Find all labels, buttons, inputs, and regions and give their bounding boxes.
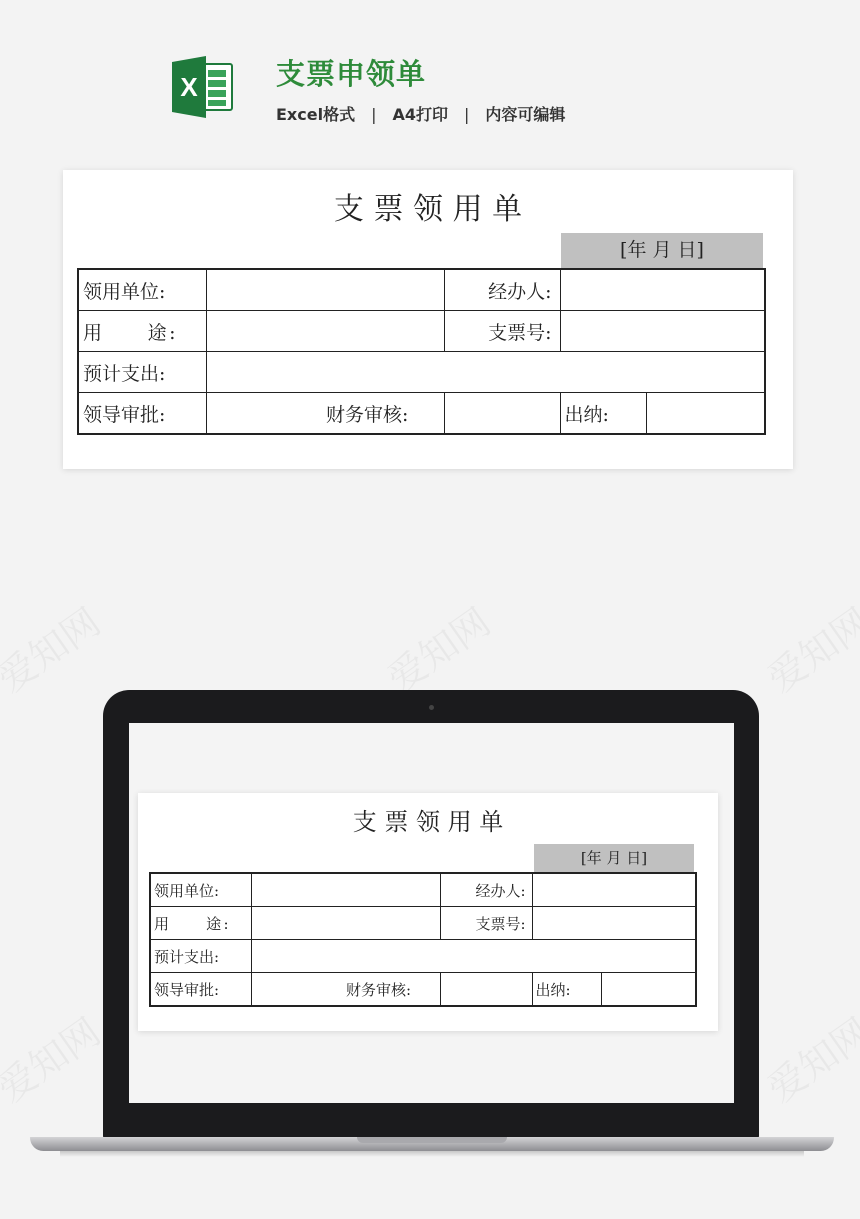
camera-icon — [429, 705, 434, 710]
label-finance-review: 财务审核: — [322, 393, 444, 435]
label-handler: 经办人: — [440, 873, 532, 907]
estimated-expense-field — [251, 940, 696, 973]
excel-logo-icon — [172, 56, 234, 118]
table-row — [78, 393, 765, 435]
tag-format: Excel格式 — [276, 105, 356, 124]
cheque-no-field[interactable] — [560, 311, 765, 352]
laptop-screen — [129, 723, 734, 1103]
form-table — [149, 872, 697, 1007]
unit-field[interactable] — [206, 269, 444, 311]
label-cashier: 出纳: — [532, 973, 601, 1007]
label-leader-approval: 领导审批: — [78, 393, 206, 435]
tag-editable: 内容可编辑 — [485, 105, 566, 124]
estimated-expense-field[interactable] — [206, 352, 765, 393]
leader-approval-field[interactable] — [206, 393, 322, 435]
unit-field — [251, 873, 440, 907]
form-sheet — [63, 170, 793, 469]
date-cell[interactable]: [年 月 日] — [561, 233, 763, 268]
leader-approval-field — [251, 973, 343, 1007]
label-cheque-no: 支票号: — [444, 311, 560, 352]
form-title: 支 票 领 用 单 — [352, 808, 504, 836]
label-cheque-no: 支票号: — [440, 907, 532, 940]
form-sheet-preview — [138, 793, 718, 1031]
table-row — [78, 269, 765, 311]
doc-tags — [276, 102, 565, 125]
label-leader-approval: 领导审批: — [150, 973, 251, 1007]
label-unit: 领用单位: — [150, 873, 251, 907]
form-table — [77, 268, 766, 435]
table-row — [150, 940, 696, 973]
table-row — [78, 352, 765, 393]
handler-field[interactable] — [560, 269, 765, 311]
watermark — [755, 1002, 860, 1112]
watermark — [375, 592, 500, 702]
label-estimated-expense: 预计支出: — [150, 940, 251, 973]
table-row — [150, 973, 696, 1007]
label-handler: 经办人: — [444, 269, 560, 311]
purpose-field — [251, 907, 440, 940]
finance-review-field[interactable] — [444, 393, 560, 435]
purpose-field[interactable] — [206, 311, 444, 352]
page-title: 支票申领单 — [276, 57, 427, 91]
laptop-notch — [357, 1137, 507, 1143]
tag-separator: | — [464, 105, 470, 124]
finance-review-field — [440, 973, 532, 1007]
label-purpose: 用 途: — [150, 907, 251, 940]
label-finance-review: 财务审核: — [343, 973, 440, 1007]
date-cell: [年 月 日] — [534, 844, 694, 872]
table-row — [150, 873, 696, 907]
watermark — [0, 1002, 109, 1112]
tag-print: A4打印 — [392, 105, 448, 124]
label-cashier: 出纳: — [560, 393, 646, 435]
label-estimated-expense: 预计支出: — [78, 352, 206, 393]
watermark — [755, 592, 860, 702]
cashier-field — [601, 973, 696, 1007]
form-title: 支 票 领 用 单 — [333, 192, 523, 227]
laptop-shadow — [60, 1151, 804, 1157]
handler-field — [532, 873, 696, 907]
tag-separator: | — [371, 105, 377, 124]
cheque-no-field — [532, 907, 696, 940]
table-row — [150, 907, 696, 940]
label-unit: 领用单位: — [78, 269, 206, 311]
watermark — [0, 592, 109, 702]
table-row — [78, 311, 765, 352]
svg-text:X: X — [180, 72, 198, 102]
label-purpose: 用 途: — [78, 311, 206, 352]
cashier-field[interactable] — [646, 393, 765, 435]
